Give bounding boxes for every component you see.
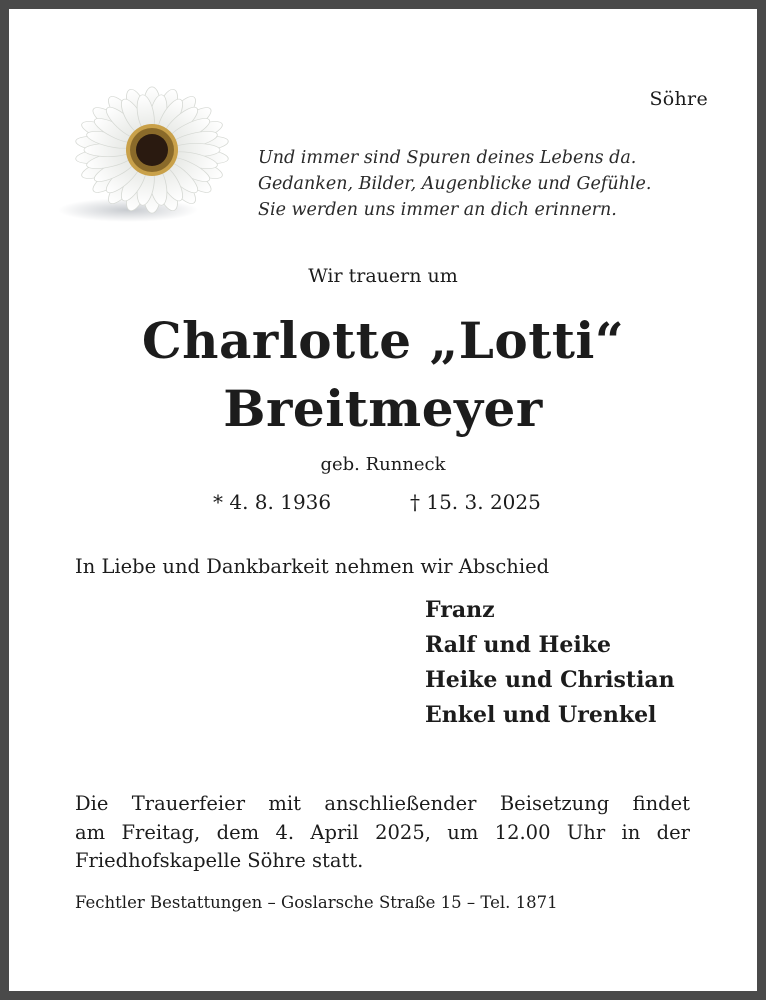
family-member: Franz [425,597,495,623]
mourning-intro: Wir trauern um [308,265,458,287]
service-line: Die Trauerfeier mit anschließender Beisetzung findet [75,792,690,815]
service-line: am Freitag, dem 4. April 2025, um 12.00 Uhr in der [75,820,690,844]
farewell-text: In Liebe und Dankbarkeit nehmen wir Abschied [75,555,550,578]
deceased-name-first: Charlotte „Lotti“ [141,311,625,370]
family-member: Enkel und Urenkel [425,702,657,728]
poem-line: Sie werden uns immer an dich erinnern. [258,200,617,220]
funeral-service-info [75,790,690,876]
service-line: Friedhofskapelle Söhre statt. [75,849,364,872]
undertaker-info: Fechtler Bestattungen – Goslarsche Straße 15 – Tel. 1871 [75,893,558,912]
death-date: † 15. 3. 2025 [410,490,541,514]
family-member: Heike und Christian [425,667,675,693]
deceased-name-last: Breitmeyer [223,379,543,438]
birth-date: * 4. 8. 1936 [213,490,332,514]
poem-line: Gedanken, Bilder, Augenblicke und Gefühle. [258,174,652,194]
memorial-poem [258,145,651,223]
family-list [425,593,675,733]
poem-line: Und immer sind Spuren deines Lebens da. [258,148,637,168]
maiden-name: geb. Runneck [320,454,446,475]
family-member: Ralf und Heike [425,632,611,658]
gerbera-flower-icon [58,70,238,230]
place-name: Söhre [649,88,708,110]
